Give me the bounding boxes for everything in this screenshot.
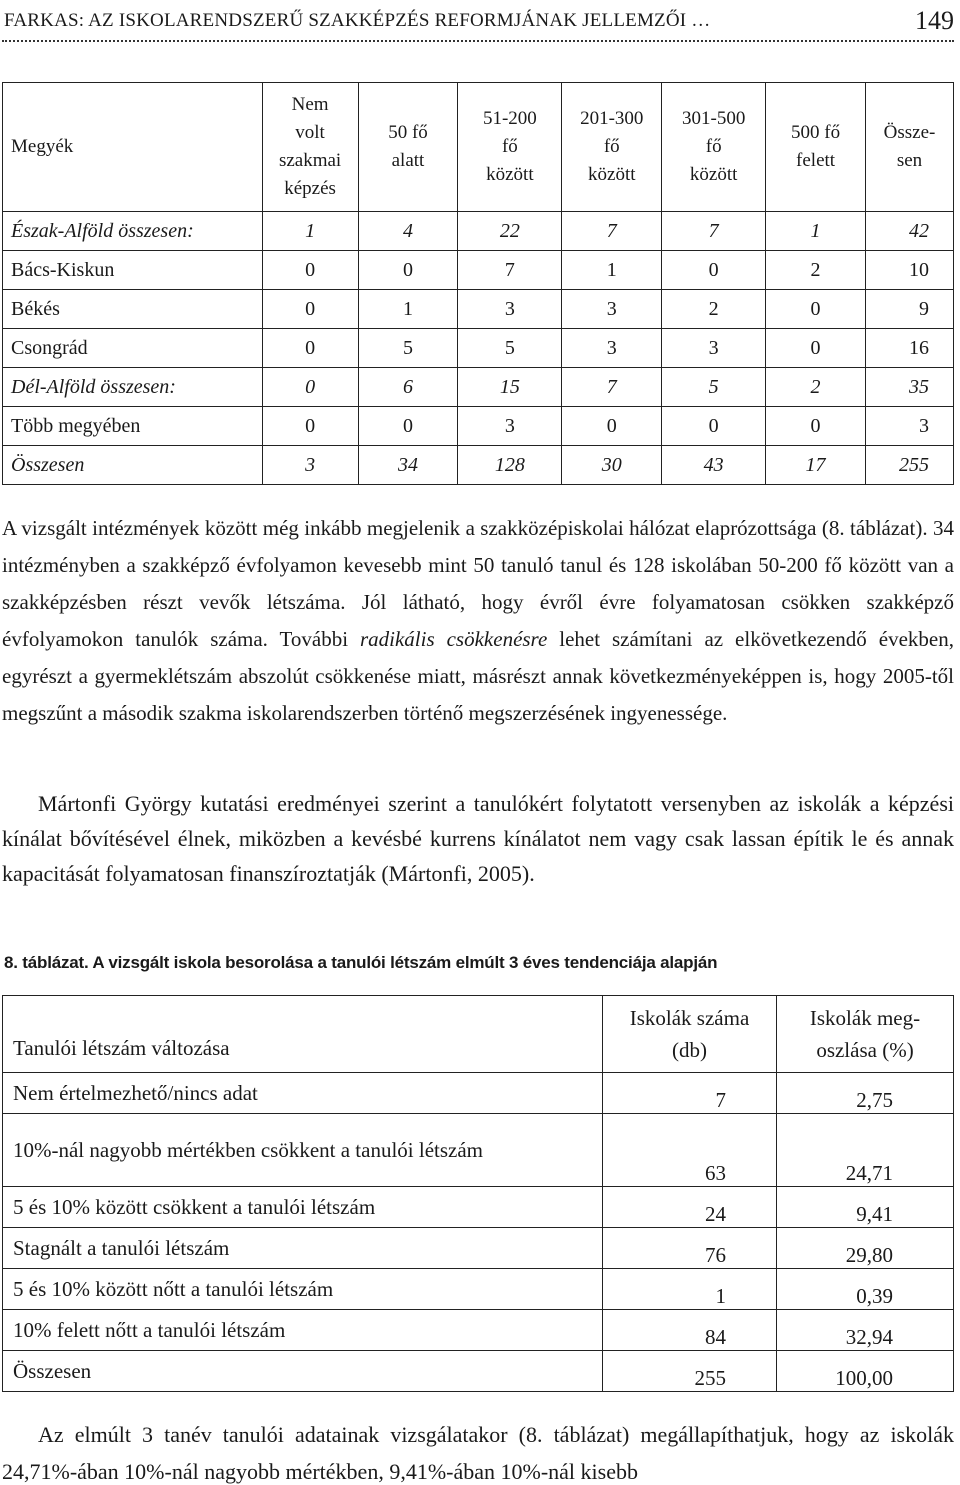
table-cell: 6 (358, 368, 458, 407)
row-label: Dél-Alföld összesen: (3, 368, 263, 407)
table-cell: 0 (262, 329, 358, 368)
table-cell: 2 (662, 290, 766, 329)
row-label: Nem értelmezhető/nincs adat (3, 1073, 603, 1114)
column-header: Megyék (3, 83, 263, 212)
column-header: Iskolák száma (db) (603, 996, 777, 1073)
school-count-cell: 255 (603, 1351, 777, 1392)
column-header: Tanulói létszám változása (3, 996, 603, 1073)
paragraph-2: Mártonfi György kutatási eredményei szerint a tanulókért folytatott versenyben az iskolák a képzési kínálat bővítésével élnek, miközben a kevésbé kurrens kínálatot nem vagy csak lassan építik le és annak kapacitását folyamatosan finanszíroztatják (Mártonfi, 2005). (2, 791, 954, 886)
row-label: Több megyében (3, 407, 263, 446)
table-row (3, 446, 954, 485)
paragraph-1-text-b: lehet számítani az elkövetkezendő években, egyrészt a gyermeklétszám abszolút csökkenése miatt, másrészt annak következményeképpen is, hogy 2005-től megszűnt a második szakma iskolarendszerben történő megszerzésének ingyenessége. (2, 627, 954, 725)
row-label: 10% felett nőtt a tanulói létszám (3, 1310, 603, 1351)
table-row (3, 407, 954, 446)
table-header-row (3, 996, 954, 1073)
table-cell: 0 (262, 368, 358, 407)
school-count-cell: 24 (603, 1187, 777, 1228)
column-header: 201-300 fő között (562, 83, 662, 212)
school-share-cell: 9,41 (777, 1187, 954, 1228)
school-count-cell: 76 (603, 1228, 777, 1269)
row-label: Észak-Alföld összesen: (3, 212, 263, 251)
table-row (3, 1187, 954, 1228)
row-label: Összesen (3, 446, 263, 485)
table-cell: 3 (458, 290, 562, 329)
row-label: Csongrád (3, 329, 263, 368)
table-row (3, 1228, 954, 1269)
table-cell: 0 (766, 329, 866, 368)
county-school-size-table (2, 82, 954, 485)
school-share-cell: 0,39 (777, 1269, 954, 1310)
header-divider (2, 40, 954, 42)
table-cell: 35 (866, 368, 954, 407)
page-header (4, 6, 954, 36)
page-number: 149 (915, 6, 954, 35)
table-cell: 128 (458, 446, 562, 485)
table-row (3, 1073, 954, 1114)
paragraph-3: Az elmúlt 3 tanév tanulói adatainak vizsgálatakor (8. táblázat) megállapíthatjuk, hogy az iskolák 24,71%-ában 10%-nál nagyobb mértékben, 9,41%-ában 10%-nál kisebb (2, 1422, 954, 1484)
table-row (3, 290, 954, 329)
table-cell: 0 (262, 290, 358, 329)
table-cell: 9 (866, 290, 954, 329)
table-row (3, 368, 954, 407)
table-row (3, 329, 954, 368)
school-share-cell: 32,94 (777, 1310, 954, 1351)
table-cell: 1 (766, 212, 866, 251)
table-cell: 5 (458, 329, 562, 368)
school-share-cell: 24,71 (777, 1114, 954, 1187)
table-row (3, 1114, 954, 1187)
table-cell: 0 (662, 407, 766, 446)
column-header: 301-500 fő között (662, 83, 766, 212)
table-cell: 15 (458, 368, 562, 407)
table-cell: 10 (866, 251, 954, 290)
row-label: 5 és 10% között nőtt a tanulói létszám (3, 1269, 603, 1310)
table-cell: 255 (866, 446, 954, 485)
table-cell: 43 (662, 446, 766, 485)
row-label: Bács-Kiskun (3, 251, 263, 290)
paragraph-1-emphasis: radikális csökkenésre (359, 627, 548, 651)
column-header: Nem volt szakmai képzés (262, 83, 358, 212)
table-cell: 0 (358, 407, 458, 446)
table-cell: 2 (766, 251, 866, 290)
table-cell: 17 (766, 446, 866, 485)
row-label: 10%-nál nagyobb mértékben csökkent a tanulói létszám (3, 1114, 603, 1187)
table-row (3, 251, 954, 290)
paragraph-1 (2, 510, 954, 732)
table-cell: 1 (358, 290, 458, 329)
table-cell: 3 (562, 290, 662, 329)
table-cell: 0 (766, 290, 866, 329)
row-label: Stagnált a tanulói létszám (3, 1228, 603, 1269)
school-count-cell: 7 (603, 1073, 777, 1114)
school-share-cell: 100,00 (777, 1351, 954, 1392)
row-label: Békés (3, 290, 263, 329)
table-cell: 42 (866, 212, 954, 251)
school-count-cell: 1 (603, 1269, 777, 1310)
table-cell: 1 (562, 251, 662, 290)
table-cell: 0 (358, 251, 458, 290)
table-cell: 22 (458, 212, 562, 251)
table-row (3, 1351, 954, 1392)
table-cell: 0 (662, 251, 766, 290)
table-cell: 0 (262, 251, 358, 290)
table-row (3, 212, 954, 251)
table-cell: 3 (662, 329, 766, 368)
column-header: Össze- sen (866, 83, 954, 212)
school-share-cell: 29,80 (777, 1228, 954, 1269)
enrollment-trend-table (2, 995, 954, 1392)
running-title: FARKAS: AZ ISKOLARENDSZERŰ SZAKKÉPZÉS REFORMJÁNAK JELLEMZŐI … (4, 10, 711, 31)
table-cell: 2 (766, 368, 866, 407)
table-cell: 7 (662, 212, 766, 251)
table-cell: 1 (262, 212, 358, 251)
table-row (3, 1269, 954, 1310)
table-row (3, 1310, 954, 1351)
table-cell: 0 (766, 407, 866, 446)
table-8-caption: 8. táblázat. A vizsgált iskola besorolása a tanulói létszám elmúlt 3 éves tendenciája alapján (4, 953, 718, 972)
table-cell: 5 (358, 329, 458, 368)
table-cell: 3 (262, 446, 358, 485)
table-cell: 0 (562, 407, 662, 446)
column-header: 500 fő felett (766, 83, 866, 212)
column-header: 51-200 fő között (458, 83, 562, 212)
table-cell: 7 (458, 251, 562, 290)
table-cell: 16 (866, 329, 954, 368)
table-cell: 0 (262, 407, 358, 446)
table-cell: 3 (458, 407, 562, 446)
table-cell: 4 (358, 212, 458, 251)
table-cell: 5 (662, 368, 766, 407)
school-count-cell: 84 (603, 1310, 777, 1351)
school-share-cell: 2,75 (777, 1073, 954, 1114)
school-count-cell: 63 (603, 1114, 777, 1187)
table-cell: 3 (562, 329, 662, 368)
table-cell: 3 (866, 407, 954, 446)
table-cell: 7 (562, 212, 662, 251)
column-header: Iskolák meg- oszlása (%) (777, 996, 954, 1073)
table-cell: 30 (562, 446, 662, 485)
table-header-row (3, 83, 954, 212)
table-cell: 34 (358, 446, 458, 485)
row-label: Összesen (3, 1351, 603, 1392)
paragraph-1-text-a: A vizsgált intézmények között még inkább megjelenik a szakközépiskolai hálózat elaprózottsága (8. táblázat). 34 intézményben a szakképző évfolyamon kevesebb mint 50 tanuló tanul és 128 iskolában 50-200 fő között van a szakképzésben részt vevők létszáma. Jól látható, hogy évről évre folyamatosan csökken szakképző évfolyamokon tanulók száma. További (2, 516, 954, 651)
row-label: 5 és 10% között csökkent a tanulói létszám (3, 1187, 603, 1228)
table-cell: 7 (562, 368, 662, 407)
column-header: 50 fő alatt (358, 83, 458, 212)
